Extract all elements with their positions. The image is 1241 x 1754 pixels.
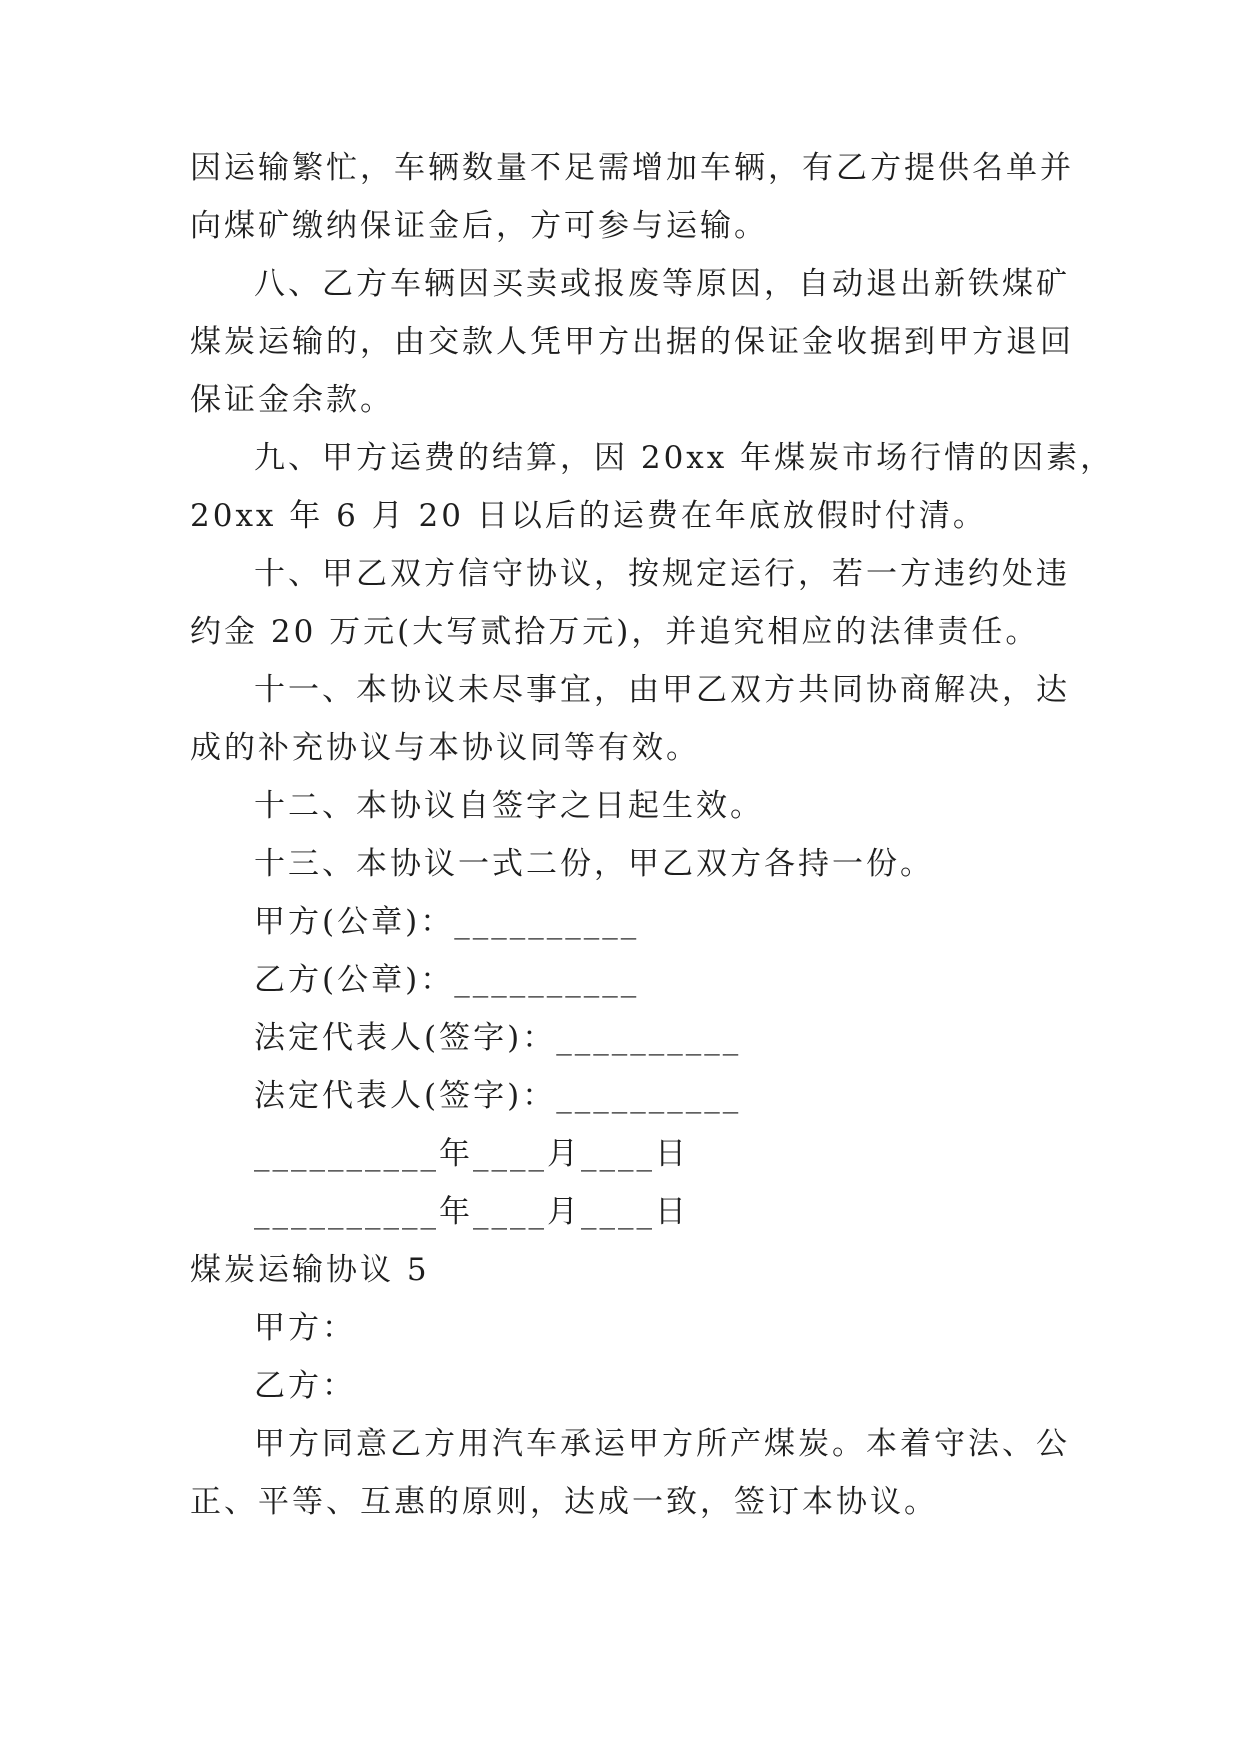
paragraph-line: 成的补充协议与本协议同等有效。 bbox=[190, 730, 700, 766]
party-a-label: 甲方： bbox=[254, 1310, 356, 1346]
clause-11-line: 十一、本协议未尽事宜，由甲乙双方共同协商解决，达 bbox=[254, 672, 1070, 708]
clause-9-line: 九、甲方运费的结算，因 20xx 年煤炭市场行情的因素， bbox=[254, 440, 1115, 476]
clause-12-line: 十二、本协议自签字之日起生效。 bbox=[254, 788, 764, 824]
paragraph-line: 向煤矿缴纳保证金后，方可参与运输。 bbox=[190, 208, 768, 244]
party-a-seal-field: 甲方(公章)：__________ bbox=[254, 904, 640, 940]
section-title: 煤炭运输协议 5 bbox=[190, 1252, 430, 1288]
date-field: __________年____月____日 bbox=[254, 1194, 689, 1230]
paragraph-line: 煤炭运输的，由交款人凭甲方出据的保证金收据到甲方退回 bbox=[190, 324, 1074, 360]
legal-rep-signature-field: 法定代表人(签字)：__________ bbox=[254, 1020, 742, 1056]
paragraph-line: 约金 20 万元(大写贰拾万元)，并追究相应的法律责任。 bbox=[190, 614, 1040, 650]
party-b-seal-field: 乙方(公章)：__________ bbox=[254, 962, 640, 998]
legal-rep-signature-field: 法定代表人(签字)：__________ bbox=[254, 1078, 742, 1114]
party-b-label: 乙方： bbox=[254, 1368, 356, 1404]
date-field: __________年____月____日 bbox=[254, 1136, 689, 1172]
clause-8-line: 八、乙方车辆因买卖或报废等原因，自动退出新铁煤矿 bbox=[254, 266, 1070, 302]
paragraph-line: 因运输繁忙，车辆数量不足需增加车辆，有乙方提供名单并 bbox=[190, 150, 1074, 186]
intro-line: 甲方同意乙方用汽车承运甲方所产煤炭。本着守法、公 bbox=[254, 1426, 1070, 1462]
paragraph-line: 20xx 年 6 月 20 日以后的运费在年底放假时付清。 bbox=[190, 498, 987, 534]
clause-10-line: 十、甲乙双方信守协议，按规定运行，若一方违约处违 bbox=[254, 556, 1070, 592]
clause-13-line: 十三、本协议一式二份，甲乙双方各持一份。 bbox=[254, 846, 934, 882]
paragraph-line: 保证金余款。 bbox=[190, 382, 394, 418]
paragraph-line: 正、平等、互惠的原则，达成一致，签订本协议。 bbox=[190, 1484, 938, 1520]
